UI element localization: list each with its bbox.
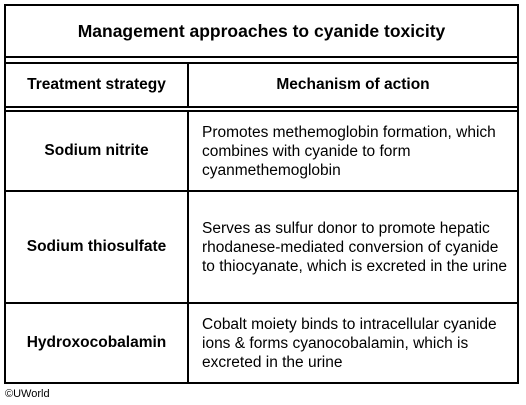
copyright-notice: ©UWorld: [5, 388, 50, 400]
row-2-strategy: Sodium thiosulfate: [6, 192, 189, 302]
row-3-strategy: Hydroxocobalamin: [6, 304, 189, 382]
row-1-strategy: Sodium nitrite: [6, 112, 189, 190]
row-1-mechanism: Promotes methemoglobin formation, which combines with cyanide to form cyanmethemoglobin: [202, 123, 496, 179]
header-mechanism-of-action: Mechanism of action: [276, 76, 430, 93]
cyanide-management-table: [4, 4, 519, 384]
table-title: Management approaches to cyanide toxicity: [6, 6, 517, 58]
header-treatment-strategy: Treatment strategy: [6, 64, 189, 106]
row-3-mechanism: Cobalt moiety binds to intracellular cyanide ions & forms cyanocobalamin, which is excreted in the urine: [202, 315, 497, 371]
table-body: [6, 64, 517, 382]
row-2-mechanism: Serves as sulfur donor to promote hepatic rhodanese-mediated conversion of cyanide to thiocyanate, which is excreted in the urine: [202, 219, 508, 275]
